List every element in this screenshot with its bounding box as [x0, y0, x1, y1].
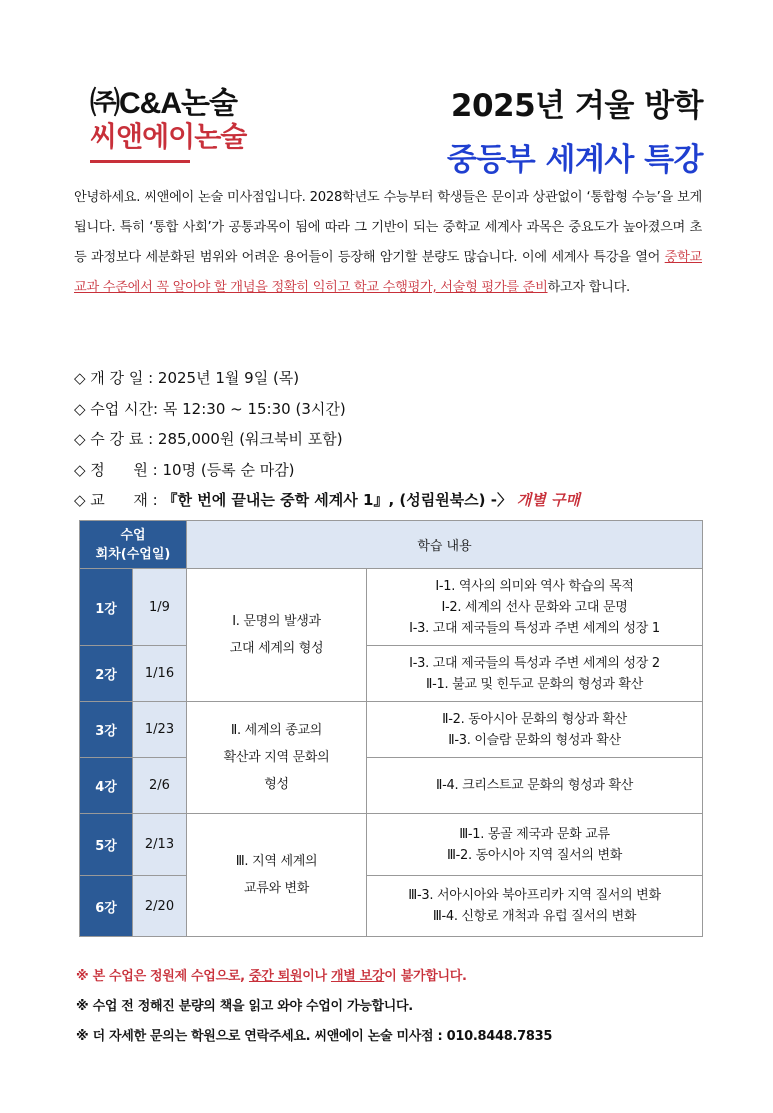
page-subtitle: 중등부 세계사 특강: [446, 142, 703, 178]
note-1-c: 이나: [302, 969, 327, 984]
table-row: [80, 876, 703, 937]
session-number: 3강: [80, 702, 133, 758]
info-capacity: [74, 455, 580, 486]
content-cell: [367, 646, 703, 702]
content-line: Ⅱ-4. 크리스트교 문화의 형성과 확산: [436, 778, 633, 793]
info-textbook: [74, 485, 580, 516]
content-cell: [367, 569, 703, 646]
table-header-row: [80, 521, 703, 569]
course-info: [74, 363, 580, 516]
note-2: ※ 수업 전 정해진 분량의 책을 읽고 와야 수업이 가능합니다.: [76, 999, 413, 1014]
intro-highlight: 중학교 교과 수준에서 꼭 알아야 할 개념을 정확히 익히고 학교 수행평가, 서술형 평가를 준비: [74, 250, 702, 295]
logo-underline: [90, 160, 190, 163]
session-date: 2/13: [133, 814, 187, 876]
info-value: 목 12:30 ~ 15:30 (3시간): [162, 399, 346, 418]
session-date: 1/23: [133, 702, 187, 758]
content-line: Ⅱ-2. 동아시아 문화의 형상과 확산: [442, 711, 627, 727]
note-1: [76, 963, 552, 993]
content-cell: [367, 814, 703, 876]
session-date: 2/6: [133, 758, 187, 814]
session-number: 5강: [80, 814, 133, 876]
unit-line: 교류와 변화: [243, 881, 310, 896]
content-line: Ⅲ-2. 동아시아 지역 질서의 변화: [446, 847, 623, 863]
header-session-line1: 수업: [120, 527, 146, 543]
intro-paragraph: [74, 183, 702, 303]
table-row: [80, 646, 703, 702]
note-1-a: ※ 본 수업은 정원제 수업으로,: [76, 969, 245, 984]
info-value: 10명 (등록 순 마감): [162, 460, 295, 479]
content-line: Ⅱ-3. 이슬람 문화의 형성과 확산: [448, 732, 621, 748]
logo-bottom-text: 씨앤에이논술: [90, 121, 247, 152]
unit-cell: [187, 569, 367, 702]
table-row: [80, 758, 703, 814]
unit-line: 고대 세계의 형성: [229, 641, 324, 656]
info-label: ◇ 정 원 :: [74, 460, 158, 479]
session-date: 1/16: [133, 646, 187, 702]
info-class-time: [74, 394, 580, 425]
content-line: Ⅲ-1. 몽골 제국과 문화 교류: [459, 826, 610, 842]
intro-end: 하고자 합니다.: [547, 280, 630, 295]
academy-logo: [90, 88, 246, 163]
note-3: ※ 더 자세한 문의는 학원으로 연락주세요. 씨앤에이 논술 미사점 : 010.8448.7835: [76, 1029, 553, 1044]
session-number: 1강: [80, 569, 133, 646]
page-title: 2025년 겨울 방학: [450, 88, 703, 124]
info-value: 『한 번에 끝내는 중학 세계사 1』, (성림원북스) -〉: [162, 491, 512, 509]
header-session-line2: 회차(수업일): [95, 546, 171, 562]
unit-line: 형성: [264, 777, 289, 792]
note-1-d: 개별 보강: [330, 969, 385, 984]
unit-cell: [187, 702, 367, 814]
content-cell: [367, 758, 703, 814]
unit-cell: [187, 814, 367, 937]
session-date: 1/9: [133, 569, 187, 646]
notes: [76, 963, 552, 1053]
session-number: 6강: [80, 876, 133, 937]
logo-top-text: ㈜C&A논술: [90, 87, 237, 120]
content-line: Ⅰ-3. 고대 제국들의 특성과 주변 세계의 성장 1: [409, 620, 660, 636]
table-row: [80, 569, 703, 646]
intro-text: 안녕하세요. 씨앤에이 논술 미사점입니다. 2028학년도 수능부터 학생들은 문이과 상관없이 ‘통합형 수능’을 보게 됩니다. 특히 ‘통합 사회’가 공통과목이 됨에 따라 그 기반이 되는 중학교 세계사 과목은 중요도가 높아졌으며 초등 과정보다 세분화된 범위와 어려운 용어들이 등장해 암기할 분량도 많습니다. 이에 세계사 특강을 열어: [74, 190, 702, 265]
session-number: 2강: [80, 646, 133, 702]
content-line: Ⅰ-1. 역사의 의미와 역사 학습의 목적: [435, 578, 634, 594]
info-label: ◇ 교 재 :: [74, 491, 158, 509]
table-row: [80, 702, 703, 758]
unit-line: 확산과 지역 문화의: [223, 750, 330, 765]
info-textbook-note: 개별 구매: [516, 491, 580, 509]
info-label: ◇ 개 강 일 :: [74, 369, 154, 387]
info-label: ◇ 수 강 료 :: [74, 430, 154, 448]
info-value: 285,000원 (워크북비 포함): [157, 430, 343, 448]
info-label: ◇ 수업 시간:: [74, 399, 159, 418]
info-tuition: [74, 424, 580, 455]
schedule-table: [79, 520, 703, 937]
unit-line: Ⅱ. 세계의 종교의: [230, 723, 323, 738]
content-line: Ⅲ-4. 신항로 개척과 유럽 질서의 변화: [432, 909, 637, 924]
content-line: Ⅰ-3. 고대 제국들의 특성과 주변 세계의 성장 2: [409, 655, 660, 671]
info-value: 2025년 1월 9일 (목): [157, 369, 300, 387]
info-start-date: [74, 363, 580, 394]
content-line: Ⅱ-1. 불교 및 힌두교 문화의 형성과 확산: [426, 676, 643, 692]
content-line: Ⅲ-3. 서아시아와 북아프리카 지역 질서의 변화: [408, 888, 661, 903]
session-date: 2/20: [133, 876, 187, 937]
header-content: 학습 내용: [187, 521, 703, 569]
content-cell: [367, 702, 703, 758]
content-line: Ⅰ-2. 세계의 선사 문화와 고대 문명: [441, 599, 628, 615]
unit-line: Ⅲ. 지역 세계의: [235, 854, 318, 869]
table-row: [80, 814, 703, 876]
note-1-e: 이 불가합니다.: [384, 969, 467, 984]
header-session: [80, 521, 187, 569]
session-number: 4강: [80, 758, 133, 814]
content-cell: [367, 876, 703, 937]
note-1-b: 중간 퇴원: [248, 969, 303, 984]
unit-line: Ⅰ. 문명의 발생과: [232, 614, 321, 629]
